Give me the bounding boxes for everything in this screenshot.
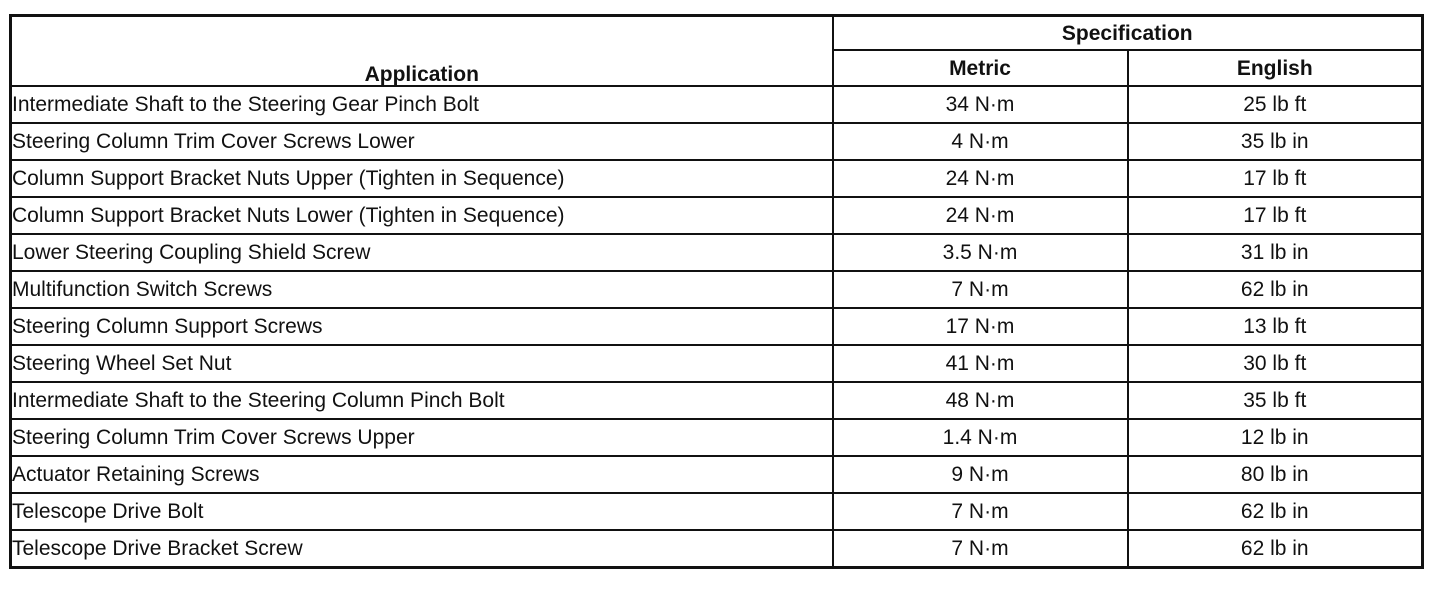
english-cell: 30 lb ft: [1128, 345, 1423, 382]
metric-cell: 9 N·m: [833, 456, 1128, 493]
table-row: [11, 234, 1423, 271]
metric-cell: 1.4 N·m: [833, 419, 1128, 456]
table-row: [11, 419, 1423, 456]
table-row: [11, 86, 1423, 123]
specification-header: Specification: [833, 16, 1423, 51]
header-row-top: [11, 16, 1423, 51]
application-cell: Column Support Bracket Nuts Upper (Tighten in Sequence): [11, 160, 833, 197]
application-cell: Multifunction Switch Screws: [11, 271, 833, 308]
table-row: [11, 530, 1423, 568]
application-cell: Steering Column Trim Cover Screws Upper: [11, 419, 833, 456]
table-row: [11, 197, 1423, 234]
english-cell: 12 lb in: [1128, 419, 1423, 456]
english-cell: 13 lb ft: [1128, 308, 1423, 345]
metric-cell: 24 N·m: [833, 197, 1128, 234]
table-row: [11, 345, 1423, 382]
english-cell: 17 lb ft: [1128, 197, 1423, 234]
table-row: [11, 456, 1423, 493]
metric-cell: 24 N·m: [833, 160, 1128, 197]
table-row: [11, 382, 1423, 419]
table-row: [11, 123, 1423, 160]
metric-cell: 48 N·m: [833, 382, 1128, 419]
application-cell: Steering Column Support Screws: [11, 308, 833, 345]
table-row: [11, 493, 1423, 530]
english-cell: 35 lb ft: [1128, 382, 1423, 419]
english-cell: 25 lb ft: [1128, 86, 1423, 123]
application-cell: Intermediate Shaft to the Steering Gear Pinch Bolt: [11, 86, 833, 123]
application-cell: Intermediate Shaft to the Steering Column Pinch Bolt: [11, 382, 833, 419]
metric-header: Metric: [833, 50, 1128, 86]
english-cell: 62 lb in: [1128, 530, 1423, 568]
english-cell: 35 lb in: [1128, 123, 1423, 160]
application-header: Application: [11, 16, 833, 87]
metric-cell: 7 N·m: [833, 493, 1128, 530]
english-cell: 62 lb in: [1128, 493, 1423, 530]
metric-cell: 41 N·m: [833, 345, 1128, 382]
metric-cell: 7 N·m: [833, 271, 1128, 308]
application-cell: Telescope Drive Bracket Screw: [11, 530, 833, 568]
application-cell: Steering Column Trim Cover Screws Lower: [11, 123, 833, 160]
metric-cell: 34 N·m: [833, 86, 1128, 123]
application-cell: Telescope Drive Bolt: [11, 493, 833, 530]
application-cell: Column Support Bracket Nuts Lower (Tighten in Sequence): [11, 197, 833, 234]
fastener-specification-table: [9, 14, 1424, 569]
table-row: [11, 160, 1423, 197]
english-cell: 17 lb ft: [1128, 160, 1423, 197]
english-cell: 31 lb in: [1128, 234, 1423, 271]
metric-cell: 3.5 N·m: [833, 234, 1128, 271]
table-row: [11, 308, 1423, 345]
english-cell: 62 lb in: [1128, 271, 1423, 308]
metric-cell: 17 N·m: [833, 308, 1128, 345]
metric-cell: 4 N·m: [833, 123, 1128, 160]
application-cell: Actuator Retaining Screws: [11, 456, 833, 493]
english-cell: 80 lb in: [1128, 456, 1423, 493]
metric-cell: 7 N·m: [833, 530, 1128, 568]
table-row: [11, 271, 1423, 308]
application-cell: Lower Steering Coupling Shield Screw: [11, 234, 833, 271]
english-header: English: [1128, 50, 1423, 86]
application-cell: Steering Wheel Set Nut: [11, 345, 833, 382]
